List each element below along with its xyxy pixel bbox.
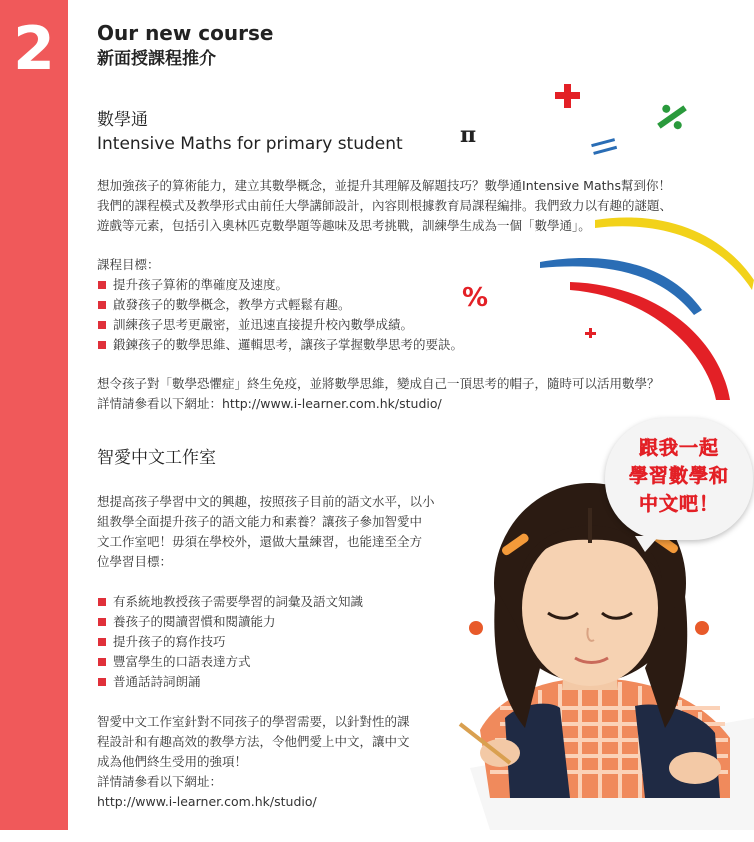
maths-title-en: Intensive Maths for primary student: [97, 134, 403, 154]
bullet-square-icon: [98, 638, 106, 646]
percent-icon: %: [462, 283, 489, 313]
list-item-text: 豐富學生的口語表達方式: [113, 654, 251, 669]
main-content: [97, 20, 737, 812]
chinese-intro-line: 位學習目標：: [97, 554, 173, 569]
bullet-square-icon: [98, 598, 106, 606]
section-sidebar: [0, 0, 68, 830]
maths-url-line[interactable]: 詳情請參看以下網址：http://www.i-learner.com.hk/studio/: [97, 396, 442, 411]
list-item-text: 普通話詩詞朗誦: [113, 674, 201, 689]
chinese-intro-line: 想提高孩子學習中文的興趣，按照孩子目前的語文水平，以小: [97, 494, 435, 509]
chinese-closing-line: 成為他們終生受用的強項！: [97, 754, 248, 769]
chinese-intro-line: 組教學全面提升孩子的語文能力和素養？讓孩子參加智愛中: [97, 514, 423, 529]
maths-intro-line: 想加強孩子的算術能力，建立其數學概念，並提升其理解及解題技巧？數學通Intensive Maths幫到你！: [97, 178, 671, 193]
list-item-text: 鍛鍊孩子的數學思維、邏輯思考，讓孩子掌握數學思考的要訣。: [113, 337, 464, 352]
bullet-square-icon: [98, 341, 106, 349]
bubble-line: 學習數學和: [628, 465, 729, 487]
bullet-square-icon: [98, 678, 106, 686]
list-item: [97, 612, 737, 632]
bubble-line: 跟我一起: [638, 437, 719, 459]
list-item-text: 有系統地教授孩子需要學習的詞彙及語文知識: [113, 594, 364, 609]
bullet-square-icon: [98, 658, 106, 666]
maths-intro-line: 遊戲等元素，包括引入奧林匹克數學題等趣味及思考挑戰，訓練學生成為一個「數學通」。: [97, 218, 591, 233]
list-item-text: 訓練孩子思考更嚴密，並迅速直接提升校內數學成績。: [113, 317, 414, 332]
list-item-text: 啟發孩子的數學概念，教學方式輕鬆有趣。: [113, 297, 351, 312]
maths-intro-line: 我們的課程模式及教學形式由前任大學講師設計，內容則根據教育局課程編排。我們致力以有趣的謎題、: [97, 198, 673, 213]
list-item: [97, 652, 737, 672]
list-item: [97, 672, 737, 692]
chinese-title: 智愛中文工作室: [97, 448, 216, 468]
chinese-closing-line: 程設計和有趣高效的教學方法，令他們愛上中文，讓中文: [97, 734, 410, 749]
maths-objectives-label: 課程目標：: [97, 257, 160, 272]
list-item: [97, 275, 737, 295]
heading-en: Our new course: [97, 21, 274, 45]
chinese-objectives-list: [97, 592, 737, 692]
list-item: [97, 315, 737, 335]
heading-cn: 新面授課程推介: [97, 49, 216, 69]
list-item: [97, 295, 737, 315]
bullet-square-icon: [98, 301, 106, 309]
maths-closing: 想令孩子對「數學恐懼症」終生免疫，並將數學思維，變成自己一頂思考的帽子，隨時可以活用數學？: [97, 376, 660, 391]
maths-title-cn: 數學通: [97, 110, 148, 130]
bullet-square-icon: [98, 281, 106, 289]
bubble-line: 中文吧！: [638, 493, 719, 515]
bullet-square-icon: [98, 618, 106, 626]
maths-objectives-list: [97, 275, 737, 355]
list-item: [97, 632, 737, 652]
list-item-text: 提升孩子算術的準確度及速度。: [113, 277, 289, 292]
chinese-url-label: 詳情請參看以下網址：: [97, 774, 223, 789]
list-item-text: 養孩子的閱讀習慣和閱讀能力: [113, 614, 276, 629]
chinese-url-link[interactable]: http://www.i-learner.com.hk/studio/: [97, 794, 317, 809]
pi-icon: π: [460, 122, 477, 148]
list-item-text: 提升孩子的寫作技巧: [113, 634, 226, 649]
list-item: [97, 335, 737, 355]
chinese-intro-line: 文工作室吧！毋須在學校外，還做大量練習，也能達至全方: [97, 534, 423, 549]
list-item: [97, 592, 737, 612]
bullet-square-icon: [98, 321, 106, 329]
chinese-closing-line: 智愛中文工作室針對不同孩子的學習需要，以針對性的課: [97, 714, 410, 729]
section-number: 2: [13, 14, 55, 84]
